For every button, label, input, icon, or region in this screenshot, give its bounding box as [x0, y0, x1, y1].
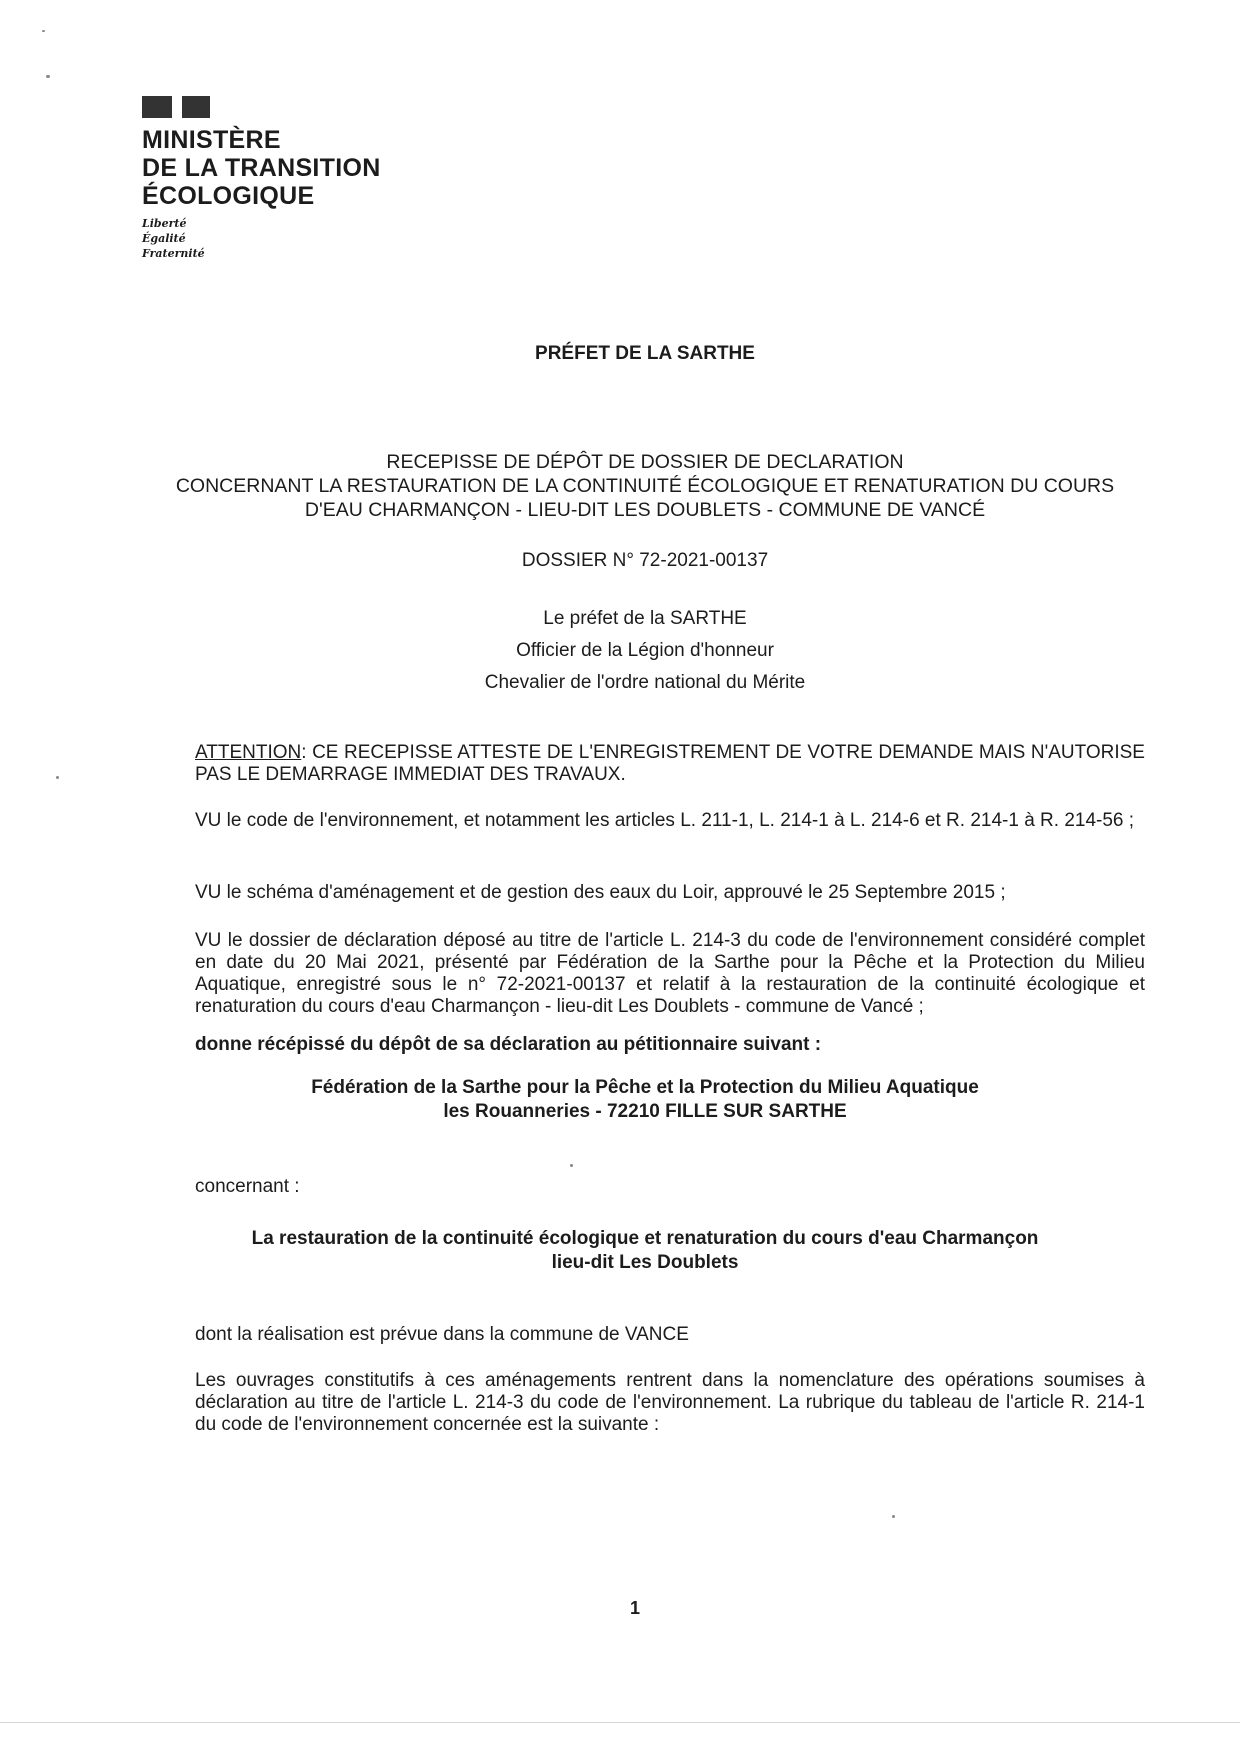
- attention-notice: [195, 742, 1145, 786]
- ministry-line-1: MINISTÈRE: [142, 126, 281, 154]
- attention-label: ATTENTION: [195, 742, 302, 763]
- motto-liberte: Liberté: [142, 217, 187, 230]
- ministry-name: [142, 126, 381, 210]
- scan-edge-divider: [0, 1722, 1240, 1723]
- concernant-label: concernant :: [195, 1176, 300, 1197]
- scan-speck: [56, 776, 59, 779]
- prefet-title: PRÉFET DE LA SARTHE: [535, 343, 755, 364]
- scan-speck: [46, 75, 50, 78]
- subject-line-2: lieu-dit Les Doublets: [551, 1252, 739, 1273]
- dossier-number: DOSSIER N° 72-2021-00137: [521, 550, 769, 571]
- donne-recepisse: donne récépissé du dépôt de sa déclaration au pétitionnaire suivant :: [195, 1034, 822, 1055]
- motto-fraternite: Fraternité: [142, 247, 205, 260]
- heading-line-2: CONCERNANT LA RESTAURATION DE LA CONTINUITÉ ÉCOLOGIQUE ET RENATURATION DU COURS: [175, 475, 1115, 497]
- prefet-title-line-3: Chevalier de l'ordre national du Mérite: [484, 672, 806, 693]
- scan-speck: [892, 1515, 895, 1518]
- ministry-logo: [142, 96, 381, 261]
- realisation-commune: dont la réalisation est prévue dans la commune de VANCE: [195, 1324, 689, 1345]
- vu-dossier-declaration: VU le dossier de déclaration déposé au titre de l'article L. 214-3 du code de l'environnement considéré complet en date du 20 Mai 2021, présenté par Fédération de la Sarthe pour la Pêche et la Protection du Milieu Aquatique, enregistré sous le n° 72-2021-00137 et relatif à la restauration de la continuité écologique et renaturation du cours d'eau Charmançon - lieu-dit Les Doublets - commune de Vancé ;: [195, 930, 1145, 1017]
- republic-motto: [142, 216, 381, 261]
- heading-line-1: RECEPISSE DE DÉPÔT DE DOSSIER DE DECLARATION: [386, 451, 904, 473]
- vu-code-environnement: VU le code de l'environnement, et notamment les articles L. 211-1, L. 214-1 à L. 214-6 et R. 214-1 à R. 214-56 ;: [195, 810, 1135, 831]
- prefet-title-line-1: Le préfet de la SARTHE: [543, 608, 747, 629]
- subject-line-1: La restauration de la continuité écologique et renaturation du cours d'eau Charmançon: [251, 1228, 1039, 1249]
- attention-text: : CE RECEPISSE ATTESTE DE L'ENREGISTREMENT DE VOTRE DEMANDE MAIS N'AUTORISE PAS LE DEMARRAGE IMMEDIAT DES TRAVAUX.: [195, 742, 1145, 785]
- motto-egalite: Égalité: [142, 232, 186, 245]
- subject: [140, 1227, 1150, 1275]
- ministry-line-2: DE LA TRANSITION: [142, 154, 381, 182]
- scan-speck: [570, 1164, 573, 1167]
- document-heading: [140, 450, 1150, 522]
- vu-sage-loir: VU le schéma d'aménagement et de gestion des eaux du Loir, approuvé le 25 Septembre 2015 ;: [195, 882, 1006, 903]
- ministry-line-3: ÉCOLOGIQUE: [142, 182, 315, 210]
- page-number: 1: [629, 1598, 640, 1618]
- ouvrages-nomenclature: Les ouvrages constitutifs à ces aménagements rentrent dans la nomenclature des opérations soumises à déclaration au titre de l'article L. 214-3 du code de l'environnement. La rubrique du tableau de l'article R. 214-1 du code de l'environnement concernée est la suivante :: [195, 1370, 1145, 1435]
- prefet-title-line-2: Officier de la Légion d'honneur: [516, 640, 774, 661]
- scan-speck: [42, 30, 45, 32]
- marianne-flag-icon: [142, 96, 210, 118]
- prefet-titles: [140, 603, 1150, 699]
- heading-line-3: D'EAU CHARMANÇON - LIEU-DIT LES DOUBLETS - COMMUNE DE VANCÉ: [304, 499, 986, 521]
- petitioner: [140, 1076, 1150, 1124]
- petitioner-name: Fédération de la Sarthe pour la Pêche et la Protection du Milieu Aquatique: [311, 1077, 979, 1098]
- petitioner-address: les Rouanneries - 72210 FILLE SUR SARTHE: [443, 1101, 847, 1122]
